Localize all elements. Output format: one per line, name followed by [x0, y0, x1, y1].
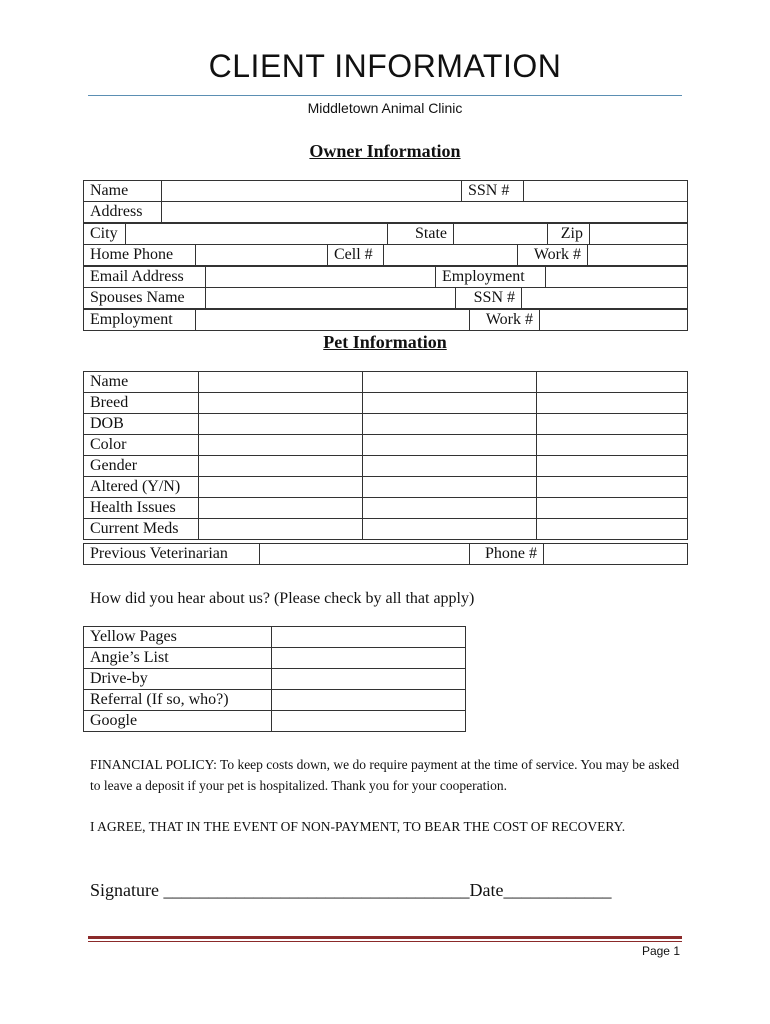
pet-2-field[interactable] — [363, 477, 537, 498]
owner-address-label: Address — [84, 202, 162, 223]
pet-1-field[interactable] — [199, 414, 363, 435]
spouse-ssn-field[interactable] — [522, 288, 688, 309]
pet-1-field[interactable] — [199, 519, 363, 540]
pet-row — [84, 477, 688, 498]
pet-3-field[interactable] — [537, 456, 688, 477]
owner-work-label: Work # — [518, 245, 588, 266]
pet-row — [84, 498, 688, 519]
referral-row — [84, 690, 466, 711]
vet-phone-label: Phone # — [470, 544, 544, 565]
owner-row-email — [83, 266, 688, 288]
owner-home-phone-field[interactable] — [196, 245, 328, 266]
vet-phone-field[interactable] — [544, 544, 688, 565]
referral-option-label: Yellow Pages — [84, 627, 272, 648]
footer-divider-thin — [88, 941, 682, 942]
pet-2-field[interactable] — [363, 498, 537, 519]
owner-city-label: City — [84, 224, 126, 245]
page-title: CLIENT INFORMATION — [208, 48, 562, 84]
referral-row — [84, 711, 466, 732]
page-number: Page 1 — [641, 944, 680, 958]
title-divider — [88, 95, 682, 96]
pet-row — [84, 456, 688, 477]
owner-name-field[interactable] — [162, 181, 462, 202]
pet-row-label: Health Issues — [84, 498, 199, 519]
pet-information-heading: Pet Information — [323, 332, 447, 352]
referral-row — [84, 669, 466, 690]
referral-option-label: Drive-by — [84, 669, 272, 690]
pet-2-field[interactable] — [363, 414, 537, 435]
owner-cell-label: Cell # — [328, 245, 384, 266]
referral-checkbox[interactable] — [272, 690, 466, 711]
pet-1-field[interactable] — [199, 456, 363, 477]
previous-vet-label: Previous Veterinarian — [84, 544, 260, 565]
owner-ssn-field[interactable] — [524, 181, 688, 202]
owner-zip-label: Zip — [548, 224, 590, 245]
pet-row — [84, 393, 688, 414]
financial-policy-text: FINANCIAL POLICY: To keep costs down, we do require payment at the time of service. You may be asked to leave a deposit if your pet is hospitalized. Thank you for your cooperation. — [90, 757, 680, 793]
clinic-name: Middletown Animal Clinic — [307, 100, 463, 116]
pet-row-label: Color — [84, 435, 199, 456]
pet-2-field[interactable] — [363, 456, 537, 477]
owner-email-label: Email Address — [84, 267, 206, 288]
referral-row — [84, 648, 466, 669]
pet-row-label: Breed — [84, 393, 199, 414]
pet-3-field[interactable] — [537, 519, 688, 540]
pet-row-label: DOB — [84, 414, 199, 435]
pet-row — [84, 519, 688, 540]
spouse-name-field[interactable] — [206, 288, 456, 309]
owner-address-field[interactable] — [162, 202, 688, 223]
spouse-work-field[interactable] — [540, 310, 688, 331]
pet-3-field[interactable] — [537, 435, 688, 456]
owner-name-label: Name — [84, 181, 162, 202]
pet-3-field[interactable] — [537, 477, 688, 498]
referral-option-label: Angie’s List — [84, 648, 272, 669]
pet-row — [84, 414, 688, 435]
spouse-work-label: Work # — [470, 310, 540, 331]
non-payment-agreement-text: I AGREE, THAT IN THE EVENT OF NON-PAYMENT, TO BEAR THE COST OF RECOVERY. — [90, 819, 626, 834]
owner-city-field[interactable] — [126, 224, 388, 245]
pet-3-field[interactable] — [537, 498, 688, 519]
pet-1-field[interactable] — [199, 498, 363, 519]
referral-table — [83, 626, 466, 732]
owner-row-address — [83, 201, 688, 223]
referral-option-label: Google — [84, 711, 272, 732]
pet-row — [84, 372, 688, 393]
owner-row-spouse — [83, 287, 688, 309]
referral-row — [84, 627, 466, 648]
owner-home-phone-label: Home Phone — [84, 245, 196, 266]
owner-employment-label: Employment — [436, 267, 546, 288]
referral-checkbox[interactable] — [272, 711, 466, 732]
pet-1-field[interactable] — [199, 435, 363, 456]
owner-email-field[interactable] — [206, 267, 436, 288]
owner-information-heading: Owner Information — [309, 141, 461, 161]
owner-row-phone — [83, 244, 688, 266]
referral-checkbox[interactable] — [272, 648, 466, 669]
pet-3-field[interactable] — [537, 393, 688, 414]
referral-question: How did you hear about us? (Please check by all that apply) — [90, 590, 475, 607]
pet-row-label: Gender — [84, 456, 199, 477]
owner-employment-field[interactable] — [546, 267, 688, 288]
footer-divider — [88, 936, 682, 939]
owner-row-city — [83, 223, 688, 245]
pet-row — [84, 435, 688, 456]
pet-2-field[interactable] — [363, 519, 537, 540]
owner-ssn-label: SSN # — [462, 181, 524, 202]
pet-1-field[interactable] — [199, 372, 363, 393]
owner-state-field[interactable] — [454, 224, 548, 245]
pet-row-label: Current Meds — [84, 519, 199, 540]
pet-1-field[interactable] — [199, 393, 363, 414]
owner-work-field[interactable] — [588, 245, 688, 266]
owner-state-label: State — [388, 224, 454, 245]
referral-checkbox[interactable] — [272, 627, 466, 648]
referral-option-label: Referral (If so, who?) — [84, 690, 272, 711]
pet-1-field[interactable] — [199, 477, 363, 498]
pet-row-label: Name — [84, 372, 199, 393]
pet-2-field[interactable] — [363, 372, 537, 393]
pet-row-label: Altered (Y/N) — [84, 477, 199, 498]
spouse-employment-field[interactable] — [196, 310, 470, 331]
pet-2-field[interactable] — [363, 435, 537, 456]
spouse-name-label: Spouses Name — [84, 288, 206, 309]
pet-information-table — [83, 371, 688, 540]
owner-row-name — [83, 180, 688, 202]
pet-3-field[interactable] — [537, 372, 688, 393]
spouse-employment-label: Employment — [84, 310, 196, 331]
owner-row-spouse-employment — [83, 309, 688, 331]
pet-row-previous-vet — [83, 543, 688, 565]
signature-date-line[interactable]: Signature __________________________________Date____________ — [90, 880, 612, 900]
owner-zip-field[interactable] — [590, 224, 688, 245]
pet-3-field[interactable] — [537, 414, 688, 435]
referral-checkbox[interactable] — [272, 669, 466, 690]
previous-vet-field[interactable] — [260, 544, 470, 565]
pet-2-field[interactable] — [363, 393, 537, 414]
owner-cell-field[interactable] — [384, 245, 518, 266]
spouse-ssn-label: SSN # — [456, 288, 522, 309]
